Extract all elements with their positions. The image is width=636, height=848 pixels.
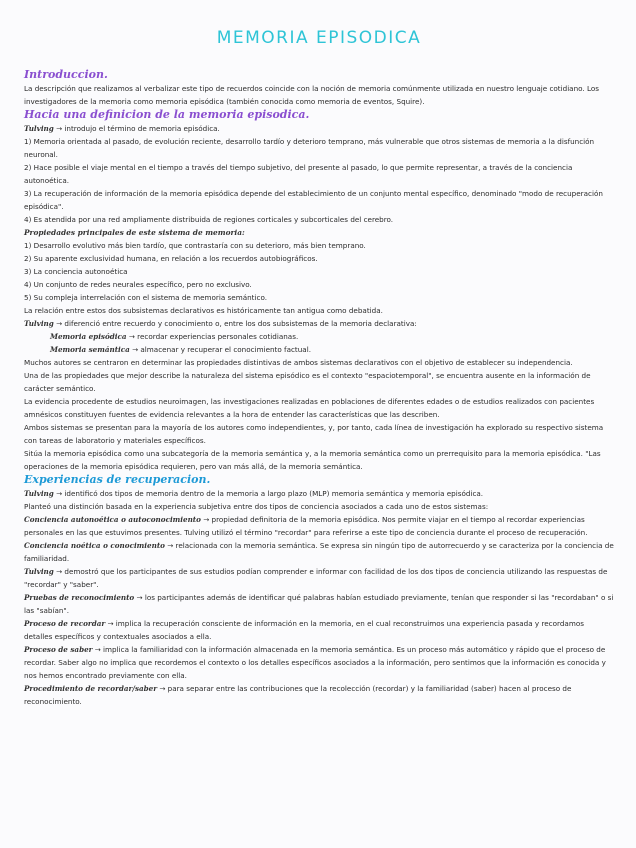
keyword: Pruebas de reconocimiento (24, 593, 135, 602)
definition-item-3: 3) La recuperación de información de la memoria episódica depende del establecimiento de un conjunto mental específico, denominado "modo de recuperación episódica". (24, 189, 603, 211)
text: → introdujo el término de memoria episódica. (53, 124, 220, 133)
property-1: 1) Desarrollo evolutivo más bien tardío, que contrastaría con su deterioro, más bien temprano. (24, 241, 366, 250)
procedimiento-paragraph (24, 682, 614, 708)
proceso-recordar-paragraph (24, 617, 614, 643)
noetica-paragraph (24, 539, 614, 565)
planteo-paragraph: Planteó una distinción basada en la experiencia subjetiva entre dos tipos de conciencia asociados a cada uno de estos sistemas: (24, 502, 489, 511)
definition-item-4: 4) Es atendida por una red ampliamente distribuida de regiones corticales y subcorticales del cerebro. (24, 215, 394, 224)
keyword: Tulving (24, 489, 54, 498)
text: → demostró que los participantes de sus estudios podían comprender e informar con facilidad de los dos tipos de conciencia utilizando las respuestas de "recordar" y "saber". (24, 567, 608, 589)
heading-definicion: Hacia una definicion de la memoria episodica. (24, 108, 310, 121)
keyword: Memoria episódica (50, 332, 127, 341)
tulving-line-4 (24, 565, 614, 591)
keyword: Proceso de saber (24, 645, 93, 654)
property-5: 5) Su compleja interrelación con el sistema de memoria semántico. (24, 293, 268, 302)
text: → implica la familiaridad con la información almacenada en la memoria semántica. Es un proceso más automático y rápido que el proceso de recordar. Saber algo no implica que recordemos el contexto o los detalles específicos asociados a la información, pero sentimos que la información es conocida y nos hemos encontrado previamente con ella. (24, 645, 606, 680)
text: → los participantes además de identificar qué palabras habían estudiado previamente, tenían que responder si las "recordaban" o si las "sabían". (24, 593, 614, 615)
text: → para separar entre las contribuciones que la recolección (recordar) y la familiaridad (saber) hacen al proceso de reconocimiento. (24, 684, 572, 706)
keyword: Tulving (24, 319, 54, 328)
keyword: Tulving (24, 567, 54, 576)
text: → diferenció entre recuerdo y conocimiento o, entre los dos subsistemas de la memoria declarativa: (53, 319, 417, 328)
definition-item-2: 2) Hace posible el viaje mental en el tiempo a través del tiempo subjetivo, del presente al pasado, lo que permite representar, a través de la conciencia autonoética. (24, 163, 573, 185)
property-2: 2) Su aparente exclusividad humana, en relación a los recuerdos autobiográficos. (24, 254, 318, 263)
intro-paragraph: La descripción que realizamos al verbalizar este tipo de recuerdos coincide con la noción de memoria comúnmente utilizada en nuestro lenguaje cotidiano. Los investigadores de la memoria como memoria episódica (también conocida como memoria de eventos, Squire). (24, 84, 600, 106)
text: → recordar experiencias personales cotidianas. (126, 332, 299, 341)
definition-item-1: 1) Memoria orientada al pasado, de evolución reciente, desarrollo tardío y deterioro temprano, más vulnerable que otros sistemas de memoria a la disfunción neuronal. (24, 137, 595, 159)
heading-introduccion: Introduccion. (24, 68, 108, 81)
memoria-semantica-line (24, 343, 614, 356)
tulving-line (24, 122, 614, 135)
keyword: Conciencia autonoética o autoconocimiento (24, 515, 201, 524)
keyword: Conciencia noética o conocimiento (24, 541, 165, 550)
relation-paragraph: La relación entre estos dos subsistemas declarativos es históricamente tan antigua como debatida. (24, 306, 383, 315)
property-3: 3) La conciencia autonoética (24, 267, 128, 276)
keyword: Procedimiento de recordar/saber (24, 684, 158, 693)
text: → propiedad definitoria de la memoria episódica. Nos permite viajar en el tiempo al recordar experiencias personales en las que estuvimos presentes. Tulving utilizó el término "recordar" para referirse a este tipo de conciencia durante el proceso de recuperación. (24, 515, 588, 537)
tulving-line-3 (24, 487, 614, 500)
page-title: MEMORIA EPISODICA (216, 28, 422, 48)
properties-heading: Propiedades principales de este sistema de memoria: (24, 228, 245, 237)
text: → relacionada con la memoria semántica. Se expresa sin ningún tipo de autorrecuerdo y se caracteriza por la conciencia de familiaridad. (24, 541, 614, 563)
text: → implica la recuperación consciente de información en la memoria, en el cual reconstruimos una experiencia pasada y recordamos detalles específicos y contextuales asociados a ella. (24, 619, 584, 641)
paragraph-5: Sitúa la memoria episódica como una subcategoría de la memoria semántica y, a la memoria semántica como un prerrequisito para la memoria episódica. "Las operaciones de la memoria episódica requieren, pero van más allá, de la memoria semántica. (24, 449, 601, 471)
pruebas-paragraph (24, 591, 614, 617)
autonoetica-paragraph (24, 513, 614, 539)
paragraph-1: Muchos autores se centraron en determinar las propiedades distintivas de ambos sistemas declarativos con el objetivo de establecer su independencia. (24, 358, 573, 367)
keyword: Proceso de recordar (24, 619, 106, 628)
keyword: Tulving (24, 124, 54, 133)
memoria-episodica-line (24, 330, 614, 343)
paragraph-2: Una de las propiedades que mejor describe la naturaleza del sistema episódico es el contexto "espaciotemporal", se encuentra ausente en la información de carácter semántico. (24, 371, 591, 393)
paragraph-3: La evidencia procedente de estudios neuroimagen, las investigaciones realizadas en poblaciones de diferentes edades o de estudios realizados con pacientes amnésicos constituyen fuentes de evidencia relevantes a la hora de entender las características que las describen. (24, 397, 595, 419)
paragraph-4: Ambos sistemas se presentan para la mayoría de los autores como independientes, y, por tanto, cada línea de investigación ha explorado su respectivo sistema con tareas de laboratorio y materiales específicos. (24, 423, 604, 445)
keyword: Memoria semántica (50, 345, 130, 354)
text: → almacenar y recuperar el conocimiento factual. (129, 345, 311, 354)
property-4: 4) Un conjunto de redes neurales específico, pero no exclusivo. (24, 280, 252, 289)
proceso-saber-paragraph (24, 643, 614, 682)
document-body (24, 68, 614, 708)
text: → identificó dos tipos de memoria dentro de la memoria a largo plazo (MLP) memoria semántica y memoria episódica. (53, 489, 484, 498)
heading-experiencias: Experiencias de recuperacion. (24, 473, 211, 486)
tulving-line-2 (24, 317, 614, 330)
